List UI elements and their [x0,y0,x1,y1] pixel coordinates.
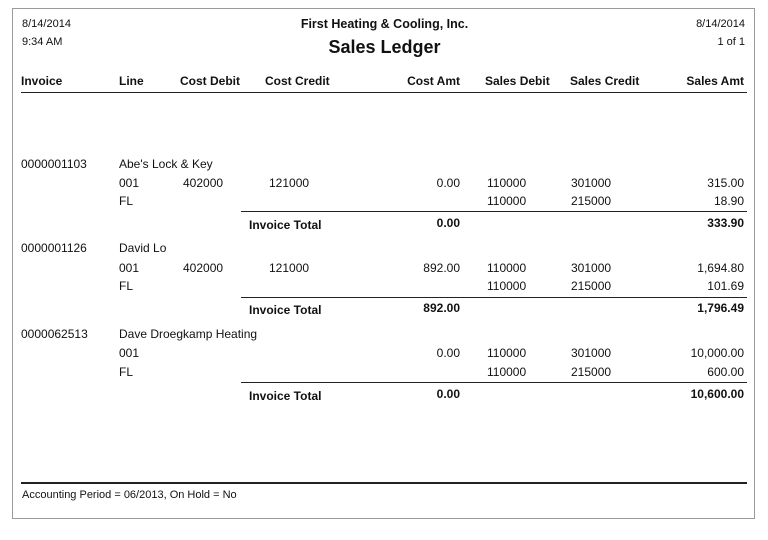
sales-amt: 101.69 [707,279,744,293]
col-sales-debit: Sales Debit [485,74,550,88]
total-rule [241,297,747,298]
report-page [12,8,755,519]
customer-name: David Lo [119,241,167,255]
line-number: 001 [119,261,140,275]
customer-name: Dave Droegkamp Heating [119,327,258,341]
sales-credit: 301000 [571,261,612,275]
cost-amt: 0.00 [436,176,460,190]
sales-credit: 215000 [571,279,612,293]
col-cost-credit: Cost Credit [265,74,330,88]
col-line: Line [119,74,144,88]
col-sales-amt: Sales Amt [686,74,744,88]
sales-debit: 110000 [487,176,527,190]
page-number: 1 of 1 [717,36,745,48]
print-time: 9:34 AM [22,36,63,48]
customer-name: Abe's Lock & Key [119,157,213,171]
sales-amt: 18.90 [713,194,744,208]
line-number: 001 [119,346,140,360]
company-name: First Heating & Cooling, Inc. [300,17,469,31]
sales-debit: 110000 [487,261,527,275]
sales-debit: 110000 [487,194,527,208]
col-invoice: Invoice [21,74,63,88]
cost-credit: 121000 [269,176,310,190]
invoice-number: 0000001126 [21,241,87,255]
line-number: FL [119,365,134,379]
sales-debit: 110000 [487,365,527,379]
cost-debit: 402000 [183,261,224,275]
invoice-total-label: Invoice Total [249,303,322,317]
sales-credit: 301000 [571,176,612,190]
col-sales-credit: Sales Credit [570,74,640,88]
print-date-left: 8/14/2014 [22,18,71,30]
sales-credit: 301000 [571,346,612,360]
invoice-total-label: Invoice Total [249,389,322,403]
total-rule [241,211,747,212]
invoice-total-cost: 0.00 [436,216,460,230]
invoice-total-sales: 1,796.49 [697,301,744,315]
cost-credit: 121000 [269,261,310,275]
sales-debit: 110000 [487,346,527,360]
total-rule [241,382,747,383]
invoice-total-sales: 10,600.00 [690,387,744,401]
col-cost-amt: Cost Amt [407,74,460,88]
sales-amt: 315.00 [707,176,744,190]
sales-amt: 600.00 [707,365,744,379]
invoice-total-cost: 892.00 [423,301,460,315]
report-title: Sales Ledger [328,37,441,57]
line-number: FL [119,279,134,293]
cost-debit: 402000 [183,176,224,190]
line-number: FL [119,194,134,208]
invoice-number: 0000062513 [21,327,88,341]
sales-debit: 110000 [487,279,527,293]
invoice-total-cost: 0.00 [436,387,460,401]
footer-parameters: Accounting Period = 06/2013, On Hold = No [22,489,237,501]
cost-amt: 0.00 [436,346,460,360]
header-rule [21,92,747,93]
invoice-number: 0000001103 [21,157,87,171]
line-number: 001 [119,176,140,190]
cost-amt: 892.00 [423,261,460,275]
invoice-total-sales: 333.90 [707,216,744,230]
invoice-total-label: Invoice Total [249,218,322,232]
footer-rule [21,482,747,484]
sales-amt: 10,000.00 [690,346,744,360]
sales-credit: 215000 [571,194,612,208]
col-cost-debit: Cost Debit [180,74,240,88]
sales-amt: 1,694.80 [697,261,744,275]
print-date-right: 8/14/2014 [696,18,745,30]
sales-credit: 215000 [571,365,612,379]
